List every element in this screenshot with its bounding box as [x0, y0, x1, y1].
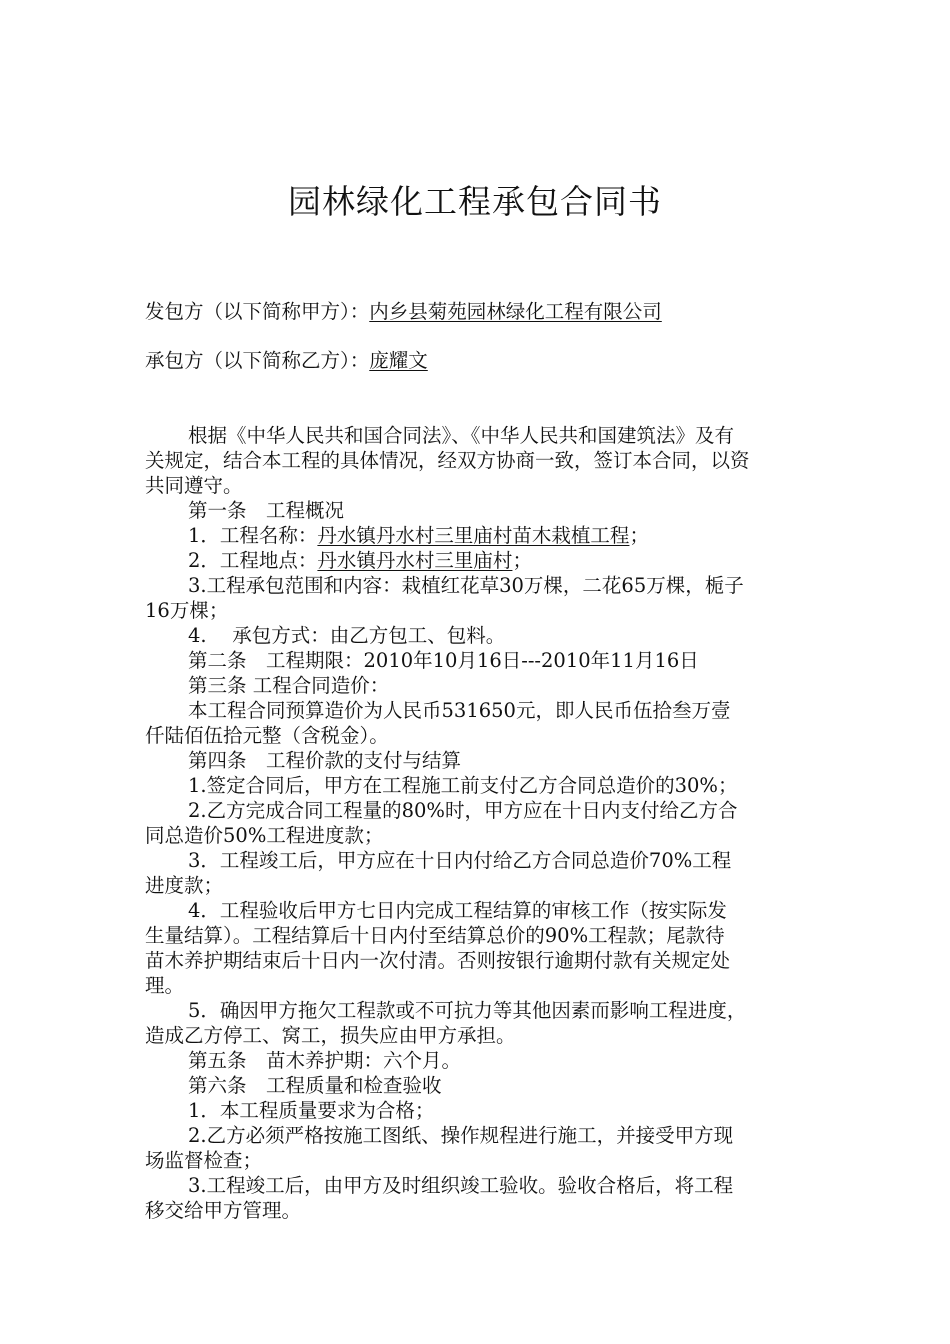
preamble-line: 根据《中华人民共和国合同法》、《中华人民共和国建筑法》及有 [188, 424, 735, 447]
article4-item4-cont: 理。 [145, 974, 185, 997]
party-b-name: 庞耀文 [369, 349, 428, 372]
punctuation: ； [629, 524, 649, 547]
article3-line: 本工程合同预算造价为人民币531650元，即人民币伍拾叁万壹 [188, 699, 731, 722]
article4-item1: 1.签定合同后，甲方在工程施工前支付乙方合同总造价的30%； [188, 774, 738, 797]
article1-item4: 4. 承包方式：由乙方包工、包料。 [188, 624, 506, 647]
preamble-line: 关规定，结合本工程的具体情况，经双方协商一致，签订本合同，以资 [145, 449, 750, 472]
article4-item5: 5．确因甲方拖欠工程款或不可抗力等其他因素而影响工程进度， [188, 999, 747, 1022]
party-a-line [145, 300, 815, 325]
document-title: 园林绿化工程承包合同书 [288, 182, 662, 221]
article4-item3-cont: 进度款； [145, 874, 224, 897]
article4-heading: 第四条 工程价款的支付与结算 [188, 749, 462, 772]
punctuation: ； [512, 549, 532, 572]
article4-item3: 3．工程竣工后，甲方应在十日内付给乙方合同总造价70%工程 [188, 849, 732, 872]
party-a-name: 内乡县菊苑园林绿化工程有限公司 [369, 300, 662, 323]
party-b-line [145, 349, 815, 374]
project-location: 丹水镇丹水村三里庙村 [317, 549, 513, 572]
article4-item5-cont: 造成乙方停工、窝工，损失应由甲方承担。 [145, 1024, 516, 1047]
article1-item3-cont: 16万棵； [145, 599, 229, 622]
party-b-label: 承包方（以下简称乙方）： [145, 349, 370, 372]
item-label: 1．工程名称： [188, 524, 318, 547]
preamble-line: 共同遵守。 [145, 474, 243, 497]
project-name: 丹水镇丹水村三里庙村苗木栽植工程 [317, 524, 630, 547]
article6-heading: 第六条 工程质量和检查验收 [188, 1074, 442, 1097]
article4-item2: 2.乙方完成合同工程量的80%时，甲方应在十日内支付给乙方合 [188, 799, 738, 822]
article3-heading: 第三条 工程合同造价： [188, 674, 390, 697]
article4-item4: 4．工程验收后甲方七日内完成工程结算的审核工作（按实际发 [188, 899, 727, 922]
article3-line: 仟陆佰伍拾元整（含税金）。 [145, 724, 389, 747]
article6-item1: 1．本工程质量要求为合格； [188, 1099, 435, 1122]
article5: 第五条 苗木养护期：六个月。 [188, 1049, 462, 1072]
article6-item3: 3.工程竣工后，由甲方及时组织竣工验收。验收合格后，将工程 [188, 1174, 734, 1197]
item-label: 2．工程地点： [188, 549, 318, 572]
article6-item2: 2.乙方必须严格按施工图纸、操作规程进行施工，并接受甲方现 [188, 1124, 734, 1147]
article1-item1 [188, 524, 818, 549]
party-a-label: 发包方（以下简称甲方）： [145, 300, 370, 323]
article6-item2-cont: 场监督检查； [145, 1149, 263, 1172]
article2: 第二条 工程期限：2010年10月16日---2010年11月16日 [188, 649, 699, 672]
article6-item3-cont: 移交给甲方管理。 [145, 1199, 302, 1222]
article1-heading: 第一条 工程概况 [188, 499, 345, 522]
article1-item3: 3.工程承包范围和内容：栽植红花草30万棵，二花65万棵，栀子 [188, 574, 744, 597]
article4-item2-cont: 同总造价50%工程进度款； [145, 824, 384, 847]
article4-item4-cont: 苗木养护期结束后十日内一次付清。否则按银行逾期付款有关规定处 [145, 949, 731, 972]
article4-item4-cont: 生量结算）。工程结算后十日内付至结算总价的90%工程款；尾款待 [145, 924, 725, 947]
article1-item2 [188, 549, 818, 574]
